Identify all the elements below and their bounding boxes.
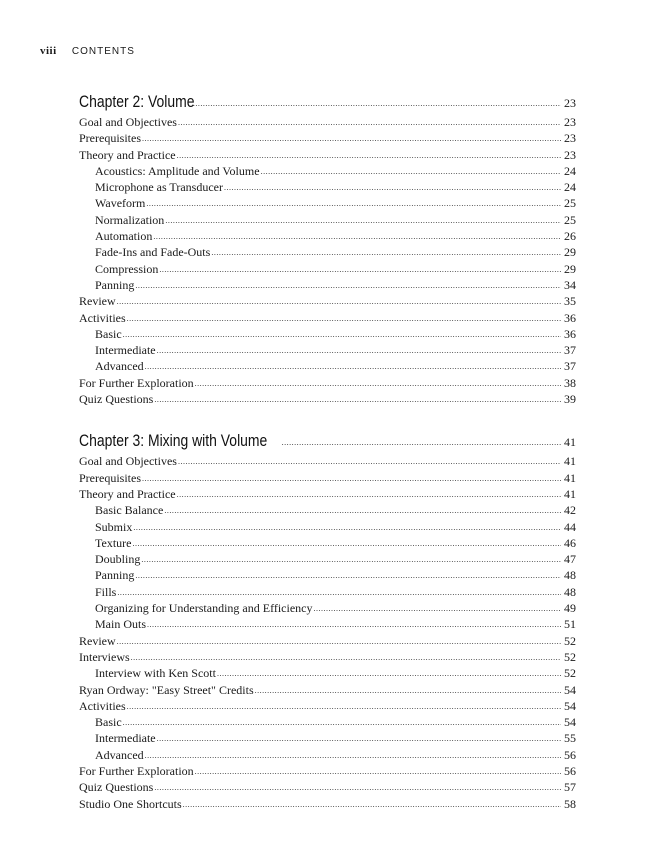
dot-leader [123,327,561,343]
toc-entry[interactable] [79,665,576,681]
toc-entry[interactable] [79,195,576,211]
dot-leader [127,699,561,715]
toc-entry[interactable] [79,779,576,795]
toc-entry[interactable] [79,212,576,228]
chapter-page-number: 41 [564,435,576,450]
toc-entry[interactable] [79,551,576,567]
toc-entry-page-number: 36 [564,310,576,325]
toc-entry-page-number: 54 [564,715,576,730]
dot-leader [147,617,561,633]
dot-leader [153,229,561,245]
toc-entry[interactable] [79,747,576,763]
chapter-heading[interactable] [79,90,576,114]
toc-entry-page-number: 37 [564,359,576,374]
toc-entry[interactable] [79,261,576,277]
toc-entry[interactable] [79,277,576,293]
toc-entry-page-number: 23 [564,131,576,146]
dot-leader [165,213,561,229]
chapter-title: Chapter 2: Volume [79,92,195,111]
toc-entry[interactable] [79,342,576,358]
toc-entry-page-number: 41 [564,486,576,501]
toc-entry-label: Prerequisites [79,131,141,146]
toc-entry[interactable] [79,714,576,730]
dot-leader [164,503,561,519]
dot-leader [146,196,561,212]
dot-leader [154,392,561,408]
toc-entry-label: Prerequisites [79,470,141,485]
toc-entry-label: Normalization [95,212,165,227]
toc-entry[interactable] [79,535,576,551]
dot-leader [135,568,561,584]
toc-entry-label: Panning [95,277,135,292]
toc-entry-label: Doubling [95,552,141,567]
toc-entry-page-number: 24 [564,163,576,178]
dot-leader [314,601,562,617]
toc-entry[interactable] [79,730,576,746]
toc-entry[interactable] [79,763,576,779]
toc-entry-label: Organizing for Understanding and Efficiency [95,601,313,616]
chapter-title: Chapter 3: Mixing with Volume [79,431,268,451]
toc-entry-label: Basic Balance [95,503,164,518]
toc-entry-page-number: 57 [564,780,576,795]
toc-entry-page-number: 34 [564,277,576,292]
toc-entry-page-number: 29 [564,261,576,276]
toc-entry[interactable] [79,147,576,163]
toc-entry-label: Goal and Objectives [79,454,177,469]
toc-entry-label: Ryan Ordway: "Easy Street" Credits [79,682,254,697]
dot-leader [211,245,561,261]
toc-entry[interactable] [79,358,576,374]
dot-leader [255,683,561,699]
chapter-block [79,90,576,407]
dot-leader [261,164,561,180]
dot-leader [157,731,561,747]
chapter-heading[interactable] [79,429,576,453]
toc-entry-page-number: 48 [564,584,576,599]
toc-entry-page-number: 41 [564,470,576,485]
toc-entry-label: Main Outs [95,617,146,632]
toc-entry-label: Interviews [79,649,130,664]
toc-entry-label: Review [79,633,116,648]
toc-entry[interactable] [79,326,576,342]
toc-entry-label: Review [79,294,116,309]
dot-leader [177,148,561,164]
dot-leader [132,536,561,552]
toc-entry-page-number: 36 [564,326,576,341]
toc-entry-label: Advanced [95,359,144,374]
dot-leader [177,487,561,503]
dot-leader [133,520,561,536]
toc-entry[interactable] [79,584,576,600]
running-head-title: CONTENTS [71,46,135,57]
toc-entry[interactable] [79,616,576,632]
toc-entry-page-number: 52 [564,666,576,681]
dot-leader [224,180,561,196]
dot-leader [282,431,561,455]
toc-entry-label: Activities [79,310,126,325]
toc-entry-label: Studio One Shortcuts [79,796,182,811]
dot-leader [117,294,561,310]
toc-entry-label: Intermediate [95,343,156,358]
toc-entry[interactable] [79,796,576,812]
toc-entry[interactable] [79,179,576,195]
toc-entry[interactable] [79,453,576,469]
toc-entry-page-number: 48 [564,568,576,583]
toc-entry[interactable] [79,310,576,326]
toc-entry[interactable] [79,293,576,309]
toc-entry-label: Automation [95,229,153,244]
toc-entry[interactable] [79,228,576,244]
dot-leader [159,262,561,278]
toc-entry-label: Submix [95,519,133,534]
toc-entry-label: Waveform [95,196,146,211]
toc-entry[interactable] [79,502,576,518]
toc-entry-page-number: 54 [564,682,576,697]
toc-entry[interactable] [79,682,576,698]
toc-entry-label: Fade-Ins and Fade-Outs [95,245,211,260]
toc-entry-page-number: 49 [564,601,576,616]
toc-entry-label: Compression [95,261,159,276]
toc-entry-page-number: 38 [564,375,576,390]
toc-entry-label: Advanced [95,747,144,762]
toc-entry-label: For Further Exploration [79,375,194,390]
chapter-block [79,429,576,812]
toc-entry-page-number: 58 [564,796,576,811]
toc-entry[interactable] [79,130,576,146]
toc-entry-page-number: 46 [564,535,576,550]
toc-entry[interactable] [79,244,576,260]
dot-leader [141,552,561,568]
toc-entry-page-number: 29 [564,245,576,260]
toc-entry-page-number: 54 [564,698,576,713]
dot-leader [154,780,561,796]
toc-entry[interactable] [79,486,576,502]
dot-leader [178,454,561,470]
dot-leader [145,359,561,375]
dot-leader [131,650,561,666]
toc-entry-page-number: 52 [564,649,576,664]
dot-leader [195,376,561,392]
toc-entry-label: Basic [95,326,122,341]
dot-leader [183,797,561,813]
toc-entry-page-number: 55 [564,731,576,746]
toc-entry-page-number: 25 [564,212,576,227]
toc-entry-label: Panning [95,568,135,583]
toc-entry-page-number: 25 [564,196,576,211]
toc-entry-label: Activities [79,698,126,713]
toc-entry[interactable] [79,698,576,714]
toc-entry-page-number: 44 [564,519,576,534]
dot-leader [145,748,561,764]
dot-leader [178,115,561,131]
toc-entry-page-number: 23 [564,115,576,129]
toc-entry-label: Quiz Questions [79,392,154,407]
dot-leader [142,131,561,147]
toc-entry-page-number: 26 [564,229,576,244]
dot-leader [195,764,561,780]
toc-entry-label: Fills [95,584,117,599]
toc-entry-label: Texture [95,535,132,550]
toc-entry-page-number: 41 [564,454,576,469]
dot-leader [193,92,561,116]
dot-leader [217,666,561,682]
toc-entry-label: Quiz Questions [79,780,154,795]
toc-entry[interactable] [79,519,576,535]
toc-entry-label: Acoustics: Amplitude and Volume [95,163,260,178]
toc-entry-page-number: 24 [564,180,576,195]
toc-entry[interactable] [79,391,576,407]
toc-entry-label: Interview with Ken Scott [95,666,216,681]
toc-entry-page-number: 47 [564,552,576,567]
toc-entry-page-number: 56 [564,747,576,762]
toc-entry-label: Theory and Practice [79,147,176,162]
dot-leader [135,278,561,294]
dot-leader [117,585,561,601]
toc-entry-label: Goal and Objectives [79,115,177,129]
dot-leader [142,471,561,487]
toc-entry-label: Intermediate [95,731,156,746]
toc-entry-label: For Further Exploration [79,763,194,778]
dot-leader [117,634,561,650]
toc-entry-page-number: 52 [564,633,576,648]
toc-entry-page-number: 51 [564,617,576,632]
chapter-page-number: 23 [564,96,576,110]
toc-entry-page-number: 23 [564,147,576,162]
dot-leader [127,311,561,327]
toc-entry[interactable] [79,567,576,583]
running-head [40,45,135,57]
dot-leader [157,343,561,359]
toc-entry-label: Basic [95,715,122,730]
toc-entry[interactable] [79,375,576,391]
page-folio: viii [40,45,57,57]
toc-entry[interactable] [79,633,576,649]
toc-entry[interactable] [79,114,576,130]
toc-entry[interactable] [79,470,576,486]
toc-entry-page-number: 56 [564,763,576,778]
toc-entry-page-number: 37 [564,343,576,358]
table-of-contents [79,90,576,834]
toc-entry[interactable] [79,649,576,665]
toc-entry[interactable] [79,600,576,616]
toc-entry-page-number: 35 [564,294,576,309]
toc-entry-page-number: 39 [564,392,576,407]
toc-entry-page-number: 42 [564,503,576,518]
toc-entry-label: Microphone as Transducer [95,180,223,195]
toc-entry[interactable] [79,163,576,179]
toc-entry-label: Theory and Practice [79,486,176,501]
dot-leader [123,715,561,731]
